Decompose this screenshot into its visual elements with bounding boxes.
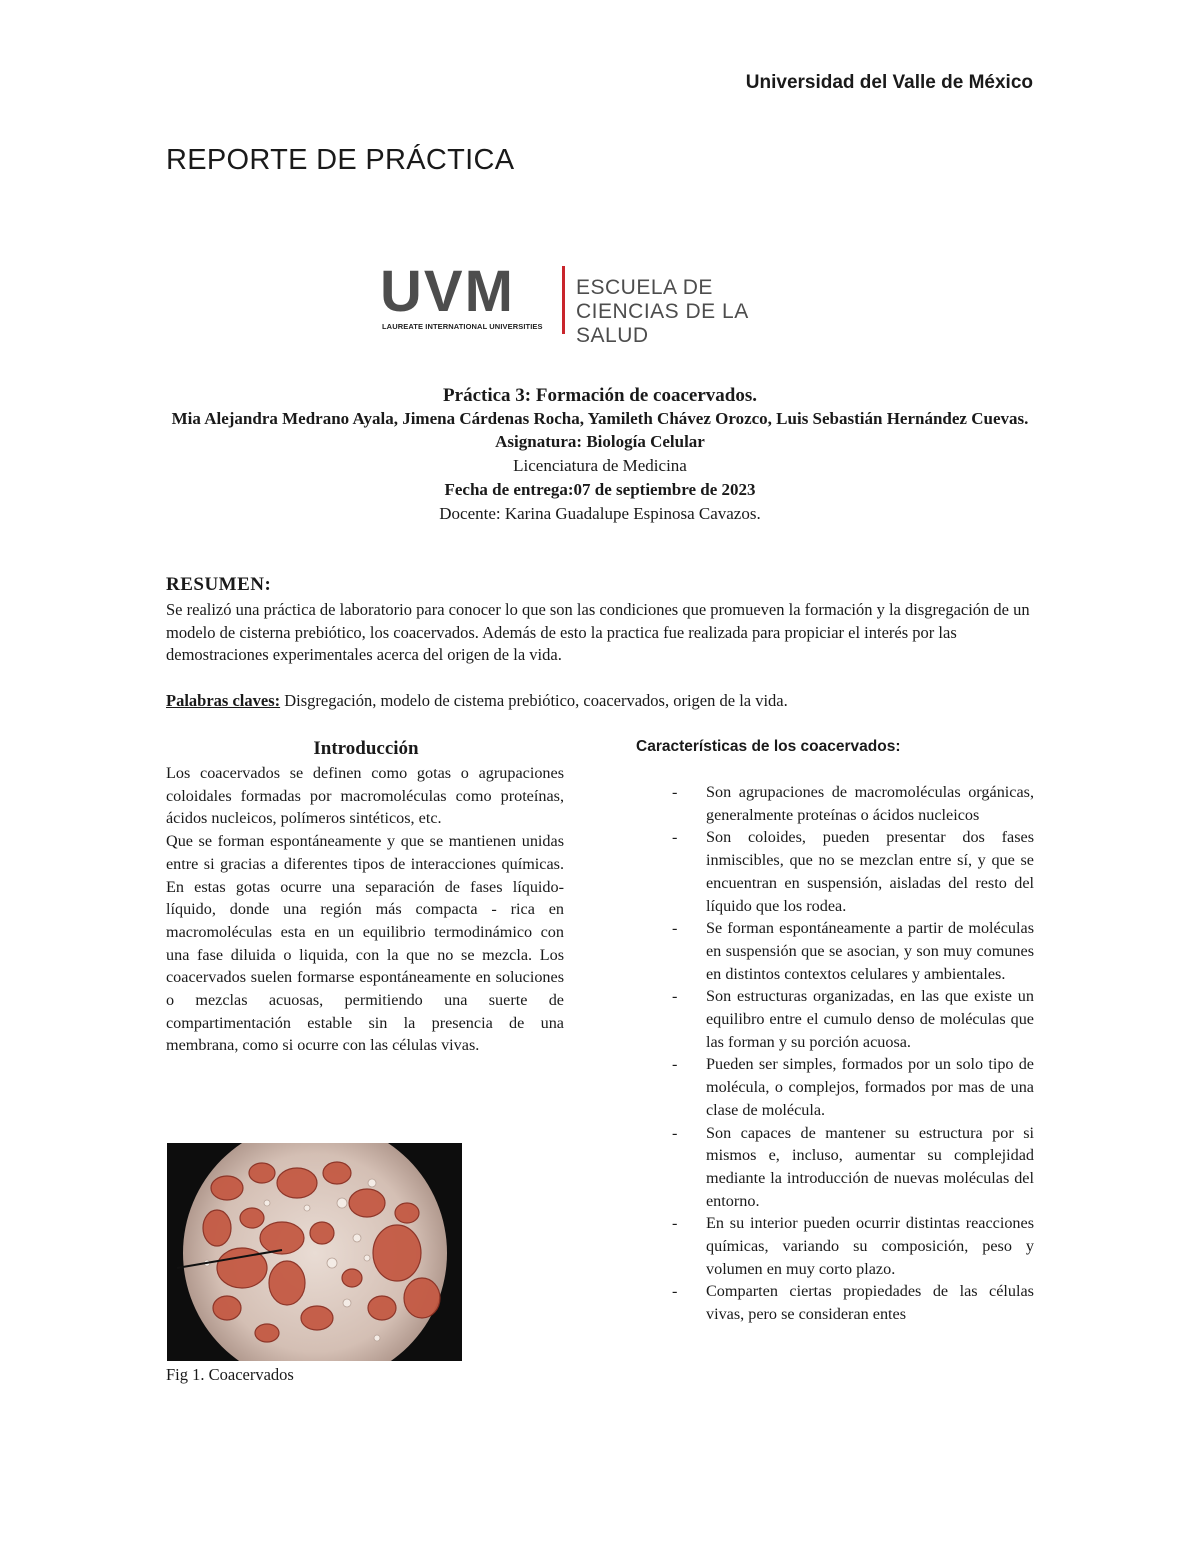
logo-school-name — [576, 276, 820, 348]
list-item-text: Pueden ser simples, formados por un solo tipo de molécula, o complejos, formados por mas de una clase de molécula. — [706, 1055, 1034, 1119]
bullet-dash: - — [672, 783, 678, 801]
logo-brand-text: UVM — [380, 259, 515, 324]
resumen-text: Se realizó una práctica de laboratorio para conocer lo que son las condiciones que promueven la formación y la disgregación de un modelo de cisterna prebiótico, los coacervados. Además de esto la practica fue realizada para propiciar el interés por las demostraciones experimentales acerca del origen de la vida. — [166, 600, 1030, 664]
bullet-dash: - — [672, 1282, 678, 1301]
bullet-dash: - — [672, 987, 678, 1006]
keywords-label: Palabras claves: — [166, 691, 281, 710]
bullet-dash: - — [672, 1055, 678, 1074]
practice-title: Práctica 3: Formación de coacervados. — [443, 385, 757, 406]
report-title: REPORTE DE PRÁCTICA — [166, 144, 515, 176]
uvm-logo — [380, 259, 820, 347]
bullet-dash: - — [672, 1214, 678, 1233]
subject-label: Asignatura: — [495, 432, 583, 451]
logo-divider — [562, 266, 565, 334]
bullet-dash: - — [672, 1123, 678, 1142]
list-item — [668, 1280, 1034, 1325]
coacervados-micrograph — [167, 1143, 462, 1361]
degree: Licenciatura de Medicina — [513, 456, 687, 475]
logo-school-line1: ESCUELA DE — [576, 276, 713, 299]
keywords-text: Disgregación, modelo de cistema prebiótico, coacervados, origen de la vida. — [280, 691, 788, 710]
list-item-text: En su interior pueden ocurrir distintas reacciones químicas, variando su composición, peso y volumen en muy corto plazo. — [706, 1214, 1034, 1278]
introduccion-paragraph-1: Los coacervados se definen como gotas o agrupaciones coloidales formadas por macromoléculas como proteínas, ácidos nucleicos, polímeros sintéticos, etc. — [166, 764, 564, 828]
list-item — [668, 781, 1034, 826]
micrograph-illustration — [167, 1143, 462, 1361]
logo-school-line2: CIENCIAS DE LA SALUD — [576, 300, 748, 347]
list-item-text: Comparten ciertas propiedades de las células vivas, pero se consideran entes — [706, 1282, 1034, 1324]
list-item — [668, 1212, 1034, 1280]
resumen-heading: RESUMEN: — [166, 574, 272, 595]
list-item — [668, 985, 1034, 1053]
list-item-text: Son capaces de mantener su estructura por si mismos e, incluso, aumentar su complejidad mediante la introducción de nuevas moléculas del entorno. — [706, 1123, 1034, 1210]
introduccion-paragraph-2: Que se forman espontáneamente y que se mantienen unidas entre si gracias a diferentes tipos de interacciones químicas. En estas gotas ocurre una separación de fases líquido-líquido, donde una región más compacta - rica en macromoléculas esta en un equilibrio termodinámico con una fase diluida o liquida, con la que no se mezcla. Los coacervados suelen formarse espontáneamente en soluciones o mezclas acuosas, permitiendo una suerte de compartimentación estable sin la presencia de una membrana, como si ocurre con las células vivas. — [166, 832, 564, 1055]
list-item — [668, 1122, 1034, 1213]
due-date-line — [160, 478, 1040, 502]
bullet-dash: - — [672, 828, 678, 847]
caracteristicas-heading: Características de los coacervados: — [636, 738, 901, 755]
list-item — [668, 917, 1034, 985]
due-date-value: 07 de septiembre de 2023 — [573, 480, 756, 499]
list-item — [668, 1053, 1034, 1121]
bullet-dash: - — [672, 919, 678, 938]
keywords — [166, 690, 1034, 712]
list-item-text: Son agrupaciones de macromoléculas orgánicas, generalmente proteínas o ácidos nucleicos — [706, 783, 1034, 824]
logo-tagline: LAUREATE INTERNATIONAL UNIVERSITIES — [382, 322, 543, 331]
list-item — [668, 826, 1034, 917]
practice-header — [160, 384, 1040, 526]
figure-caption: Fig 1. Coacervados — [166, 1365, 294, 1384]
subject-value: Biología Celular — [586, 432, 705, 451]
list-item-text: Se forman espontáneamente a partir de moléculas en suspensión que se asocian, y son muy comunes en distintos contextos celulares y ambientales. — [706, 919, 1034, 983]
due-date-label: Fecha de entrega: — [444, 480, 574, 499]
authors: Mia Alejandra Medrano Ayala, Jimena Cárdenas Rocha, Yamileth Chávez Orozco, Luis Sebastián Hernández Cuevas. — [171, 409, 1029, 428]
subject-line — [160, 430, 1040, 454]
introduccion-body — [166, 762, 564, 1057]
list-item-text: Son coloides, pueden presentar dos fases inmiscibles, que no se mezclan entre sí, y que se encuentran en suspensión, aisladas del resto del líquido que los rodea. — [706, 828, 1034, 915]
teacher: Docente: Karina Guadalupe Espinosa Cavazos. — [439, 504, 761, 523]
caracteristicas-list — [668, 781, 1034, 1326]
list-item-text: Son estructuras organizadas, en las que existe un equilibro entre el cumulo denso de moléculas que las forman y su porción acuosa. — [706, 987, 1034, 1051]
university-name: Universidad del Valle de México — [745, 72, 1033, 93]
introduccion-heading: Introducción — [313, 738, 419, 759]
